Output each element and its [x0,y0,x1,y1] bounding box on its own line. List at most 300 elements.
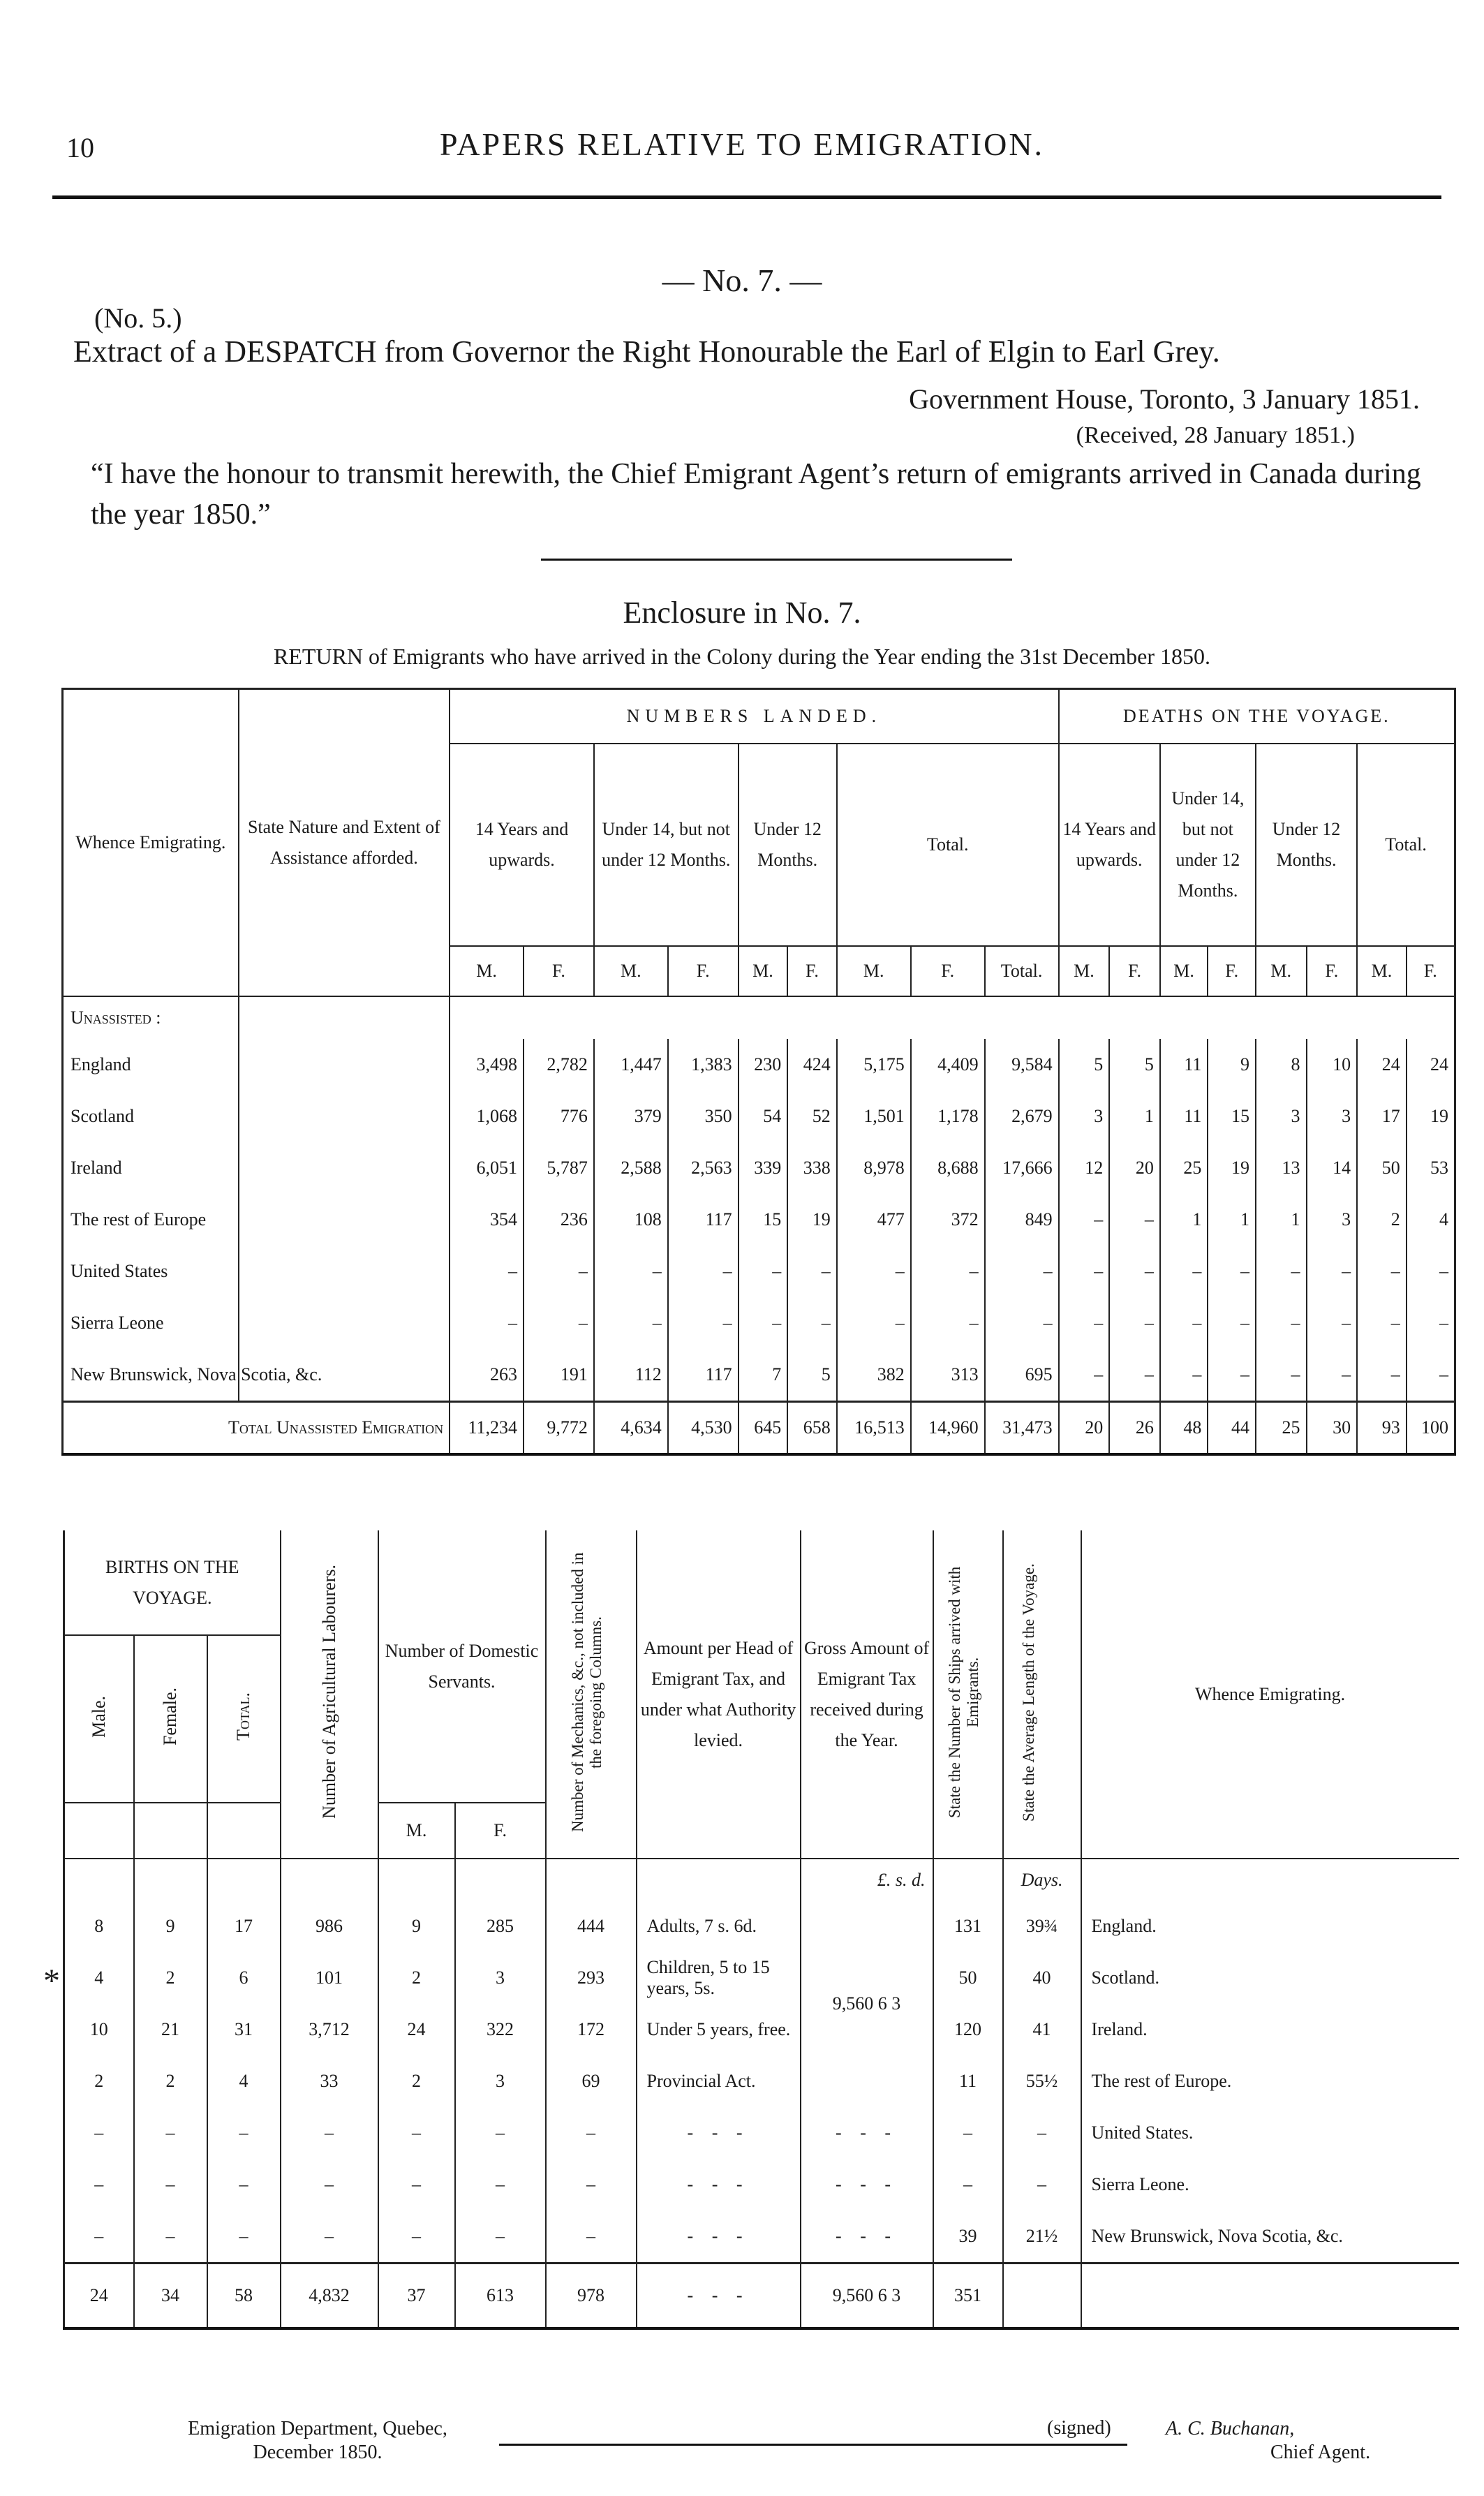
mechanics-total: 978 [546,2264,637,2329]
birth-cell: 2 [134,2055,207,2107]
total-cell: 100 [1407,1401,1455,1454]
table-cell: 54 [739,1091,788,1142]
table-cell: 236 [524,1194,594,1246]
table-cell: 24 [1357,1039,1407,1091]
table-cell: 108 [594,1194,668,1246]
agricultural-cell: – [281,2210,378,2264]
header-deaths-total: Total. [1357,744,1455,946]
tax-amount-cell: Provincial Act. [637,2055,801,2107]
table-cell: 11 [1160,1091,1208,1142]
domestic-m-cell: 9 [378,1900,455,1952]
total-cell: 26 [1109,1401,1160,1454]
table-cell: 230 [739,1039,788,1091]
voyage-days-cell: 21½ [1003,2210,1081,2264]
header-numbers-landed: NUMBERS LANDED. [450,689,1058,744]
birth-cell: – [207,2210,281,2264]
voyage-days-cell: 40 [1003,1952,1081,2004]
table-cell: 354 [450,1194,524,1246]
domestic-m-cell: – [378,2107,455,2159]
table-cell: 1,178 [911,1091,985,1142]
extract-title: Extract of a DESPATCH from Governor the Right Honourable the Earl of Elgin to Earl Grey. [73,334,1220,369]
despatch-quote: “I have the honour to transmit herewith, the Chief Emigrant Agent’s return of emigrants arrived in Canada during the year 1850.” [91,458,1421,531]
footer-signed: (signed) [1047,2417,1111,2439]
table-cell: 1,447 [594,1039,668,1091]
table-cell: – [1307,1297,1358,1349]
domestic-m-cell: – [378,2210,455,2264]
table-cell: – [594,1297,668,1349]
table-cell: 112 [594,1349,668,1402]
table-cell: 9,584 [985,1039,1059,1091]
place-name: Scotland [71,1105,134,1126]
header-rule [52,195,1441,199]
voyage-days-cell: – [1003,2159,1081,2210]
mf-header-10: F. [1109,946,1160,996]
sub-number: (No. 5.) [94,302,182,334]
table-cell: – [1109,1246,1160,1297]
enclosure-title: Enclosure in No. 7. [623,596,861,630]
place-name: England [71,1054,131,1075]
table-cell: – [1407,1349,1455,1402]
footer-title: Chief Agent. [1270,2442,1371,2463]
gross-amount-cell: - - - [801,2107,933,2159]
table-cell: – [1357,1349,1407,1402]
table-cell: 25 [1160,1142,1208,1194]
table-cell: – [1109,1297,1160,1349]
header-deaths-under-12: Under 12 Months. [1256,744,1357,946]
whence-cell: United States. [1081,2107,1459,2159]
header-gross: Gross Amount of Emigrant Tax received during the Year. [801,1530,933,1859]
domestic-f-cell: 3 [455,2055,546,2107]
table-cell: 3 [1307,1091,1358,1142]
total-cell: 20 [1059,1401,1110,1454]
table-cell: 8 [1256,1039,1307,1091]
mechanics-cell: – [546,2210,637,2264]
table-cell: – [1256,1297,1307,1349]
tax-amount-cell: - - - [637,2159,801,2210]
birth-cell: 21 [134,2004,207,2055]
birth-cell: 17 [207,1900,281,1952]
mf-header-7: F. [911,946,985,996]
table-cell: 24 [1407,1039,1455,1091]
table-cell: – [1307,1349,1358,1402]
birth-total-cell: 34 [134,2264,207,2329]
header-voyage-length: State the Average Length of the Voyage. [1019,1563,1037,1822]
table-cell: – [450,1297,524,1349]
page-number: 10 [66,132,94,163]
mechanics-cell: – [546,2107,637,2159]
ships-cell: – [933,2107,1003,2159]
agricultural-cell: – [281,2107,378,2159]
table-cell: – [1357,1297,1407,1349]
mf-header-0: M. [450,946,524,996]
header-whence-2: Whence Emigrating. [1081,1530,1459,1859]
birth-cell: 8 [94,1916,104,1936]
table-cell: – [837,1246,911,1297]
table-cell: 339 [739,1142,788,1194]
birth-total-cell: 24 [64,2264,134,2329]
total-cell: 11,234 [450,1401,524,1454]
running-head: PAPERS RELATIVE TO EMIGRATION. [439,126,1045,162]
table-cell: 379 [594,1091,668,1142]
birth-cell: – [134,2107,207,2159]
domestic-f-total: 613 [455,2264,546,2329]
table-cell: 117 [668,1194,739,1246]
table-cell: – [668,1297,739,1349]
table-cell: 477 [837,1194,911,1246]
header-deaths-14: 14 Years and upwards. [1059,744,1160,946]
table-cell: – [1059,1349,1110,1402]
place-name: United States [71,1260,168,1281]
birth-cell: 9 [134,1900,207,1952]
total-label: Total Unassisted Emigration [63,1401,450,1454]
domestic-m-cell: 24 [378,2004,455,2055]
table-cell: 19 [787,1194,837,1246]
table-cell: – [985,1297,1059,1349]
table-cell: 7 [739,1349,788,1402]
header-under-14: Under 14, but not under 12 Months. [594,744,739,946]
table-cell: 3 [1307,1194,1358,1246]
assistance-cell [239,1091,450,1142]
unassisted-label: Unassisted : [71,1007,161,1028]
agricultural-cell: 101 [281,1952,378,2004]
table-cell: 17 [1357,1091,1407,1142]
births-and-tax-table [63,1530,1459,2330]
gross-total: 9,560 6 3 [801,2264,933,2329]
table-cell: 1,501 [837,1091,911,1142]
table-cell: 313 [911,1349,985,1402]
domestic-m-cell: – [378,2159,455,2210]
table-cell: 191 [524,1349,594,1402]
table-cell: 3 [1059,1091,1110,1142]
mf-header-15: M. [1357,946,1407,996]
asterisk-mark: * [43,1963,60,2000]
ships-cell: 131 [933,1900,1003,1952]
domestic-m-total: 37 [378,2264,455,2329]
header-female: Female. [160,1687,180,1746]
header-tax-amount: Amount per Head of Emigrant Tax, and under what Authority levied. [637,1530,801,1859]
header-ships: State the Number of Ships arrived with Emigrants. [945,1566,981,1818]
agricultural-cell: 33 [281,2055,378,2107]
table-cell: – [911,1297,985,1349]
table-cell: 1 [1208,1194,1256,1246]
birth-cell: – [94,2174,104,2194]
table-cell: 53 [1407,1142,1455,1194]
whence-cell: New Brunswick, Nova Scotia, &c. [1081,2210,1459,2264]
table-cell: 338 [787,1142,837,1194]
table-cell: 372 [911,1194,985,1246]
table-cell: 12 [1059,1142,1110,1194]
birth-cell: – [134,2210,207,2264]
mf-header-2: M. [594,946,668,996]
mechanics-cell: 172 [546,2004,637,2055]
header-male: Male. [88,1695,109,1738]
tax-amount-cell: - - - [637,2210,801,2264]
table-cell: 9 [1208,1039,1256,1091]
table-cell: 350 [668,1091,739,1142]
total-cell: 25 [1256,1401,1307,1454]
mf-header-3: F. [668,946,739,996]
mechanics-cell: 293 [546,1952,637,2004]
birth-cell: 10 [89,2019,108,2039]
mf-header-5: F. [787,946,837,996]
voyage-days-cell: – [1003,2107,1081,2159]
domestic-f-cell: – [455,2159,546,2210]
place-name: Sierra Leone [71,1312,164,1333]
whence-cell: Sierra Leone. [1081,2159,1459,2210]
assistance-cell [239,1142,450,1194]
header-14-upwards: 14 Years and upwards. [450,744,594,946]
table-cell: 19 [1407,1091,1455,1142]
header-whence: Whence Emigrating. [63,689,239,996]
domestic-f-cell: 322 [455,2004,546,2055]
domestic-f-cell: 3 [455,1952,546,2004]
table-cell: 10 [1307,1039,1358,1091]
footer-signature [1166,2417,1370,2465]
table-cell: 14 [1307,1142,1358,1194]
table-cell: – [1407,1297,1455,1349]
domestic-m-cell: 2 [378,2055,455,2107]
agricultural-total: 4,832 [281,2264,378,2329]
numbers-landed-table [61,688,1456,1456]
whence-cell: The rest of Europe. [1081,2055,1459,2107]
mf-header-13: M. [1256,946,1307,996]
table-cell: 424 [787,1039,837,1091]
total-cell: 30 [1307,1401,1358,1454]
voyage-days-cell: 55½ [1003,2055,1081,2107]
footer-rule [499,2444,1127,2446]
table-cell: 263 [450,1349,524,1402]
table-cell: 5 [1059,1039,1110,1091]
header-mechanics: Number of Mechanics, &c., not included in the foregoing Columns. [568,1552,604,1832]
table-cell: – [524,1246,594,1297]
birth-cell: – [134,2159,207,2210]
voyage-days-cell: 41 [1003,2004,1081,2055]
table-cell: – [1059,1246,1110,1297]
whence-cell: Scotland. [1081,1952,1459,2004]
birth-cell: 4 [207,2055,281,2107]
table-cell: 6,051 [450,1142,524,1194]
table-cell: 776 [524,1091,594,1142]
total-cell: 48 [1160,1401,1208,1454]
voyage-days-cell: 39¾ [1003,1900,1081,1952]
table-cell: 849 [985,1194,1059,1246]
table-cell: – [594,1246,668,1297]
table-cell: 8,688 [911,1142,985,1194]
table-cell: 20 [1109,1142,1160,1194]
table-cell: 17,666 [985,1142,1059,1194]
footer-department: Emigration Department, Quebec, December 1850. [188,2418,447,2463]
table-cell: 117 [668,1349,739,1402]
table-cell: 19 [1208,1142,1256,1194]
assistance-cell [239,1039,450,1091]
table-cell: – [1357,1246,1407,1297]
mf-header-4: M. [739,946,788,996]
section-rule [541,559,1012,561]
table-cell: 1 [1109,1091,1160,1142]
mf-header-8: Total. [985,946,1059,996]
agricultural-cell: – [281,2159,378,2210]
table-cell: 2,679 [985,1091,1059,1142]
ships-total: 351 [933,2264,1003,2329]
gross-amount-cell: - - - [801,2210,933,2264]
days-unit: Days. [1003,1859,1081,1900]
table-cell: – [668,1246,739,1297]
table-cell: – [1208,1297,1256,1349]
mechanics-cell: 444 [546,1900,637,1952]
place-name: New Brunswick, Nova Scotia, &c. [71,1364,322,1384]
mf-header-11: M. [1160,946,1208,996]
table-cell: 4,409 [911,1039,985,1091]
mf-header-1: F. [524,946,594,996]
place-date: Government House, Toronto, 3 January 1851. [909,383,1420,415]
received-date: (Received, 28 January 1851.) [1076,422,1355,448]
total-cell: 31,473 [985,1401,1059,1454]
header-births: BIRTHS ON THE VOYAGE. [64,1530,281,1635]
table-cell: 2,563 [668,1142,739,1194]
mf-header-6: M. [837,946,911,996]
header-dom-m: M. [378,1803,455,1859]
domestic-f-cell: – [455,2210,546,2264]
mf-header-12: F. [1208,946,1256,996]
tax-amount-cell: Adults, 7 s. 6d. [637,1900,801,1952]
place-name: Ireland [71,1157,122,1178]
table-cell: – [837,1297,911,1349]
footer-name: A. C. Buchanan, [1166,2418,1295,2439]
header-births-total: Total. [233,1692,254,1741]
voyage-total [1003,2264,1081,2329]
header-total: Total. [837,744,1059,946]
table-cell: 15 [739,1194,788,1246]
birth-cell: – [94,2226,104,2246]
table-cell: – [1109,1349,1160,1402]
table-cell: 3,498 [450,1039,524,1091]
header-deaths: DEATHS ON THE VOYAGE. [1059,689,1455,744]
birth-cell: 2 [94,2071,104,2091]
gross-amount-cell: - - - [801,2159,933,2210]
assistance-cell [239,1297,450,1349]
whence-total [1081,2264,1459,2329]
table-cell: – [739,1297,788,1349]
mf-header-14: F. [1307,946,1358,996]
tax-amount-cell: Children, 5 to 15 years, 5s. [637,1952,801,2004]
whence-cell: Ireland. [1081,2004,1459,2055]
table-cell: 5,787 [524,1142,594,1194]
table-cell: 2,782 [524,1039,594,1091]
document-number: — No. 7. — [662,263,822,298]
total-cell: 645 [739,1401,788,1454]
birth-cell: 2 [134,1952,207,2004]
birth-cell: 31 [207,2004,281,2055]
table-cell: – [524,1297,594,1349]
total-cell: 4,634 [594,1401,668,1454]
table-cell: 382 [837,1349,911,1402]
table-cell: – [1256,1246,1307,1297]
total-cell: 9,772 [524,1401,594,1454]
tax-amount-cell: - - - [637,2107,801,2159]
table-cell: 8,978 [837,1142,911,1194]
whence-cell: England. [1081,1900,1459,1952]
table-cell: – [911,1246,985,1297]
table-cell: – [1208,1246,1256,1297]
tax-amount-cell: Under 5 years, free. [637,2004,801,2055]
table-cell: – [1160,1246,1208,1297]
ships-cell: 50 [933,1952,1003,2004]
agricultural-cell: 3,712 [281,2004,378,2055]
header-under-12: Under 12 Months. [739,744,837,946]
gross-amount-cell: 9,560 6 3 [801,1900,933,2107]
table-cell: 2,588 [594,1142,668,1194]
table-cell: 1,068 [450,1091,524,1142]
tax-amount-total: - - - [637,2264,801,2329]
ships-cell: – [933,2159,1003,2210]
table-cell: 3 [1256,1091,1307,1142]
table-cell: 4 [1407,1194,1455,1246]
table-cell: – [1059,1297,1110,1349]
table-cell: 695 [985,1349,1059,1402]
table-cell: 13 [1256,1142,1307,1194]
table-cell: 50 [1357,1142,1407,1194]
birth-cell: 6 [207,1952,281,2004]
table-cell: – [1208,1349,1256,1402]
header-agricultural: Number of Agricultural Labourers. [318,1565,339,1819]
mf-header-16: F. [1407,946,1455,996]
domestic-f-cell: – [455,2107,546,2159]
return-title: RETURN of Emigrants who have arrived in the Colony during the Year ending the 31st December 1850. [274,644,1210,669]
birth-cell: 4 [94,1967,104,1988]
ships-cell: 11 [933,2055,1003,2107]
table-cell: – [985,1246,1059,1297]
header-dom-f: F. [455,1803,546,1859]
agricultural-cell: 986 [281,1900,378,1952]
table-cell: 5,175 [837,1039,911,1091]
mechanics-cell: 69 [546,2055,637,2107]
ships-cell: 120 [933,2004,1003,2055]
assistance-cell [239,1194,450,1246]
total-cell: 16,513 [837,1401,911,1454]
table-cell: 1 [1160,1194,1208,1246]
table-cell: – [787,1246,837,1297]
domestic-f-cell: 285 [455,1900,546,1952]
table-cell: 1,383 [668,1039,739,1091]
birth-cell: – [94,2122,104,2143]
birth-cell: – [207,2107,281,2159]
mf-header-9: M. [1059,946,1110,996]
table-cell: – [1109,1194,1160,1246]
domestic-m-cell: 2 [378,1952,455,2004]
total-cell: 14,960 [911,1401,985,1454]
header-assistance: State Nature and Extent of Assistance afforded. [239,689,450,996]
table-cell: 52 [787,1091,837,1142]
total-cell: 44 [1208,1401,1256,1454]
total-cell: 4,530 [668,1401,739,1454]
table-cell: 1 [1256,1194,1307,1246]
table-cell: 5 [787,1349,837,1402]
mechanics-cell: – [546,2159,637,2210]
total-cell: 93 [1357,1401,1407,1454]
header-domestic: Number of Domestic Servants. [378,1530,546,1803]
table-cell: – [1059,1194,1110,1246]
table-cell: 5 [1109,1039,1160,1091]
total-cell: 658 [787,1401,837,1454]
table-cell: – [1307,1246,1358,1297]
birth-cell: – [207,2159,281,2210]
table-cell: 11 [1160,1039,1208,1091]
table-cell: – [1160,1297,1208,1349]
table-cell: – [1256,1349,1307,1402]
table-cell: – [1160,1349,1208,1402]
table-cell: 15 [1208,1091,1256,1142]
table-cell: – [1407,1246,1455,1297]
